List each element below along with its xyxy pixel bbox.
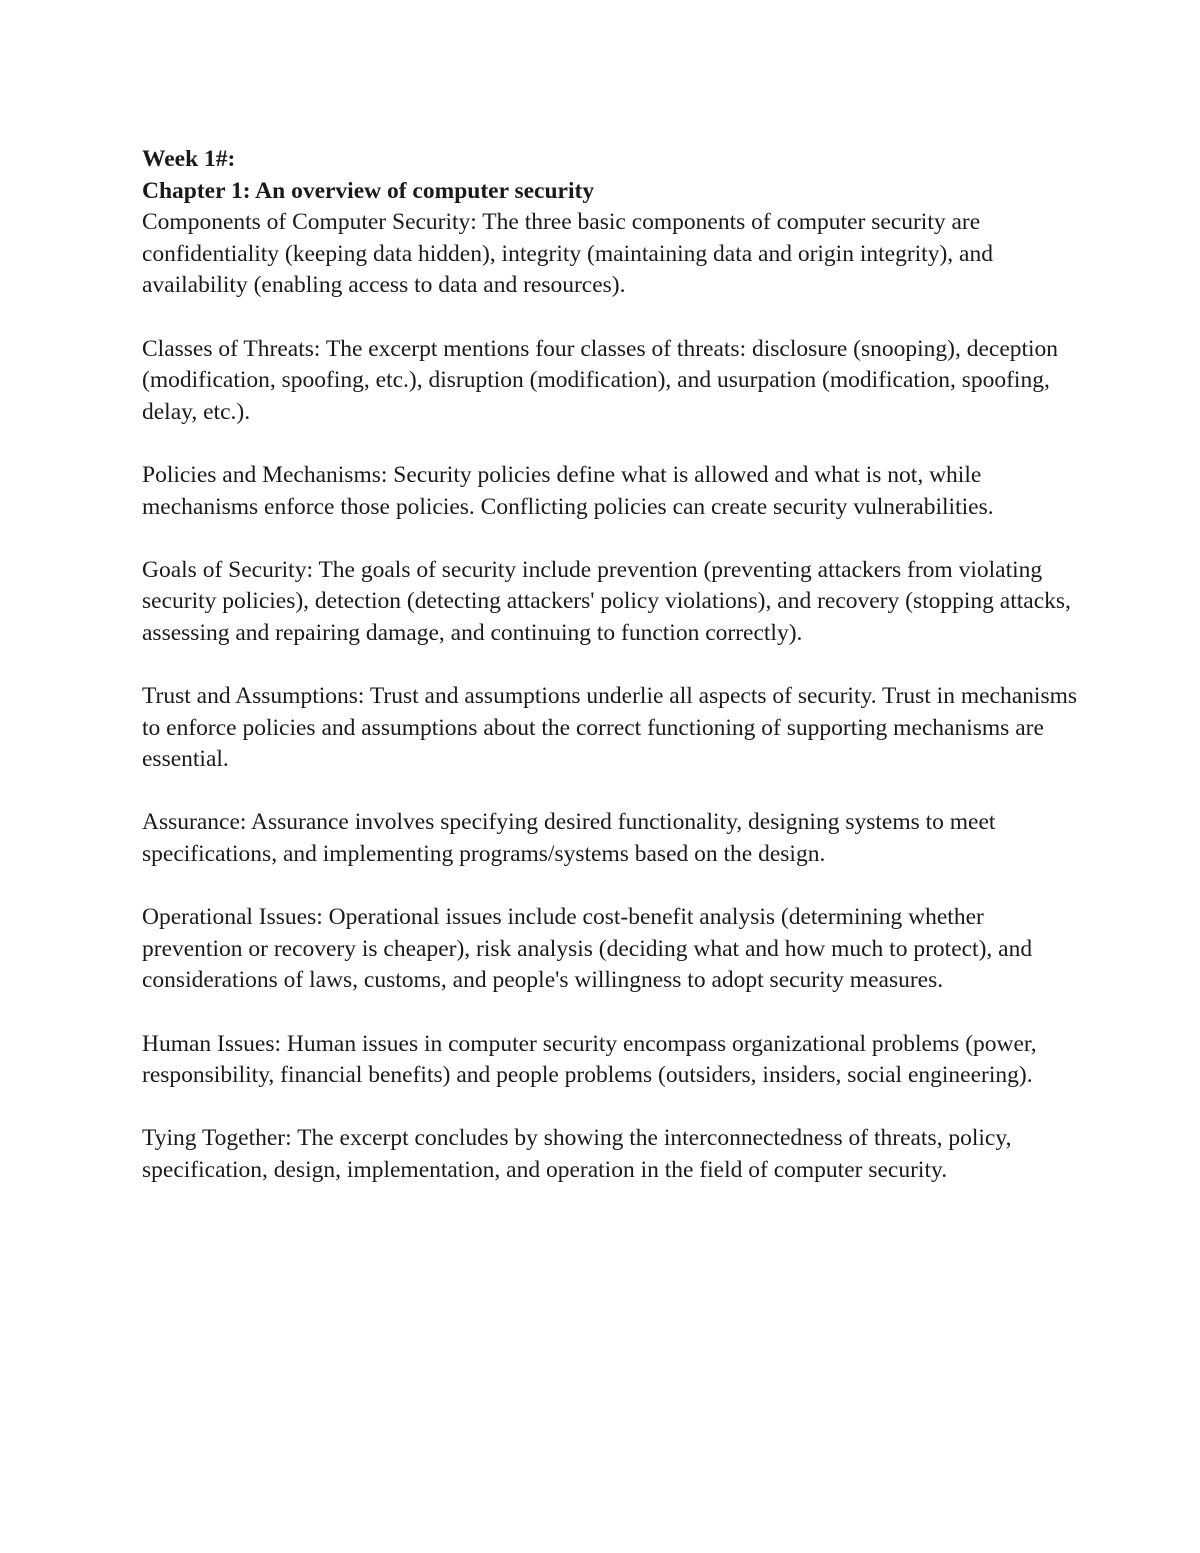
paragraph-trust-assumptions: Trust and Assumptions: Trust and assumptions underlie all aspects of security. Trust in mechanisms to enforce policies and assumptions about the correct functioning of supporting mechanisms are essential. (142, 683, 1078, 773)
paragraph-classes-of-threats: Classes of Threats: The excerpt mentions four classes of threats: disclosure (snooping), deception (modification, spoofing, etc.), disruption (modification), and usurpation (modification, spoofing, delay, etc.). (142, 335, 1059, 425)
paragraph-goals-of-security: Goals of Security: The goals of security include prevention (preventing attackers from violating security policies), detection (detecting attackers' policy violations), and recovery (stopping attacks, assessing and repairing damage, and continuing to function correctly). (142, 556, 1071, 646)
paragraph-tying-together: Tying Together: The excerpt concludes by showing the interconnectedness of threats, policy, specification, design, implementation, and operation in the field of computer security. (142, 1125, 1012, 1183)
chapter-heading: Chapter 1: An overview of computer security (142, 177, 595, 204)
paragraph-assurance: Assurance: Assurance involves specifying desired functionality, designing systems to meet specifications, and implementing programs/systems based on the design. (142, 809, 996, 868)
paragraph-operational-issues: Operational Issues: Operational issues include cost-benefit analysis (determining whether prevention or recovery is cheaper), risk analysis (deciding what and how much to protect), and considerations of laws, customs, and people's willingness to adopt security measures. (142, 904, 1033, 994)
paragraph-human-issues: Human Issues: Human issues in computer security encompass organizational problems (power, responsibility, financial benefits) and people problems (outsiders, insiders, social engineering). (142, 1030, 1037, 1089)
paragraph-policies-mechanisms: Policies and Mechanisms: Security policies define what is allowed and what is not, while mechanisms enforce those policies. Conflicting policies can create security vulnerabilities. (142, 461, 994, 520)
paragraph-components: Components of Computer Security: The three basic components of computer security are confidentiality (keeping data hidden), integrity (maintaining data and origin integrity), and availability (enabling access to data and resources). (142, 209, 993, 299)
document-body (142, 144, 1082, 1218)
week-heading: Week 1#: (142, 146, 236, 172)
